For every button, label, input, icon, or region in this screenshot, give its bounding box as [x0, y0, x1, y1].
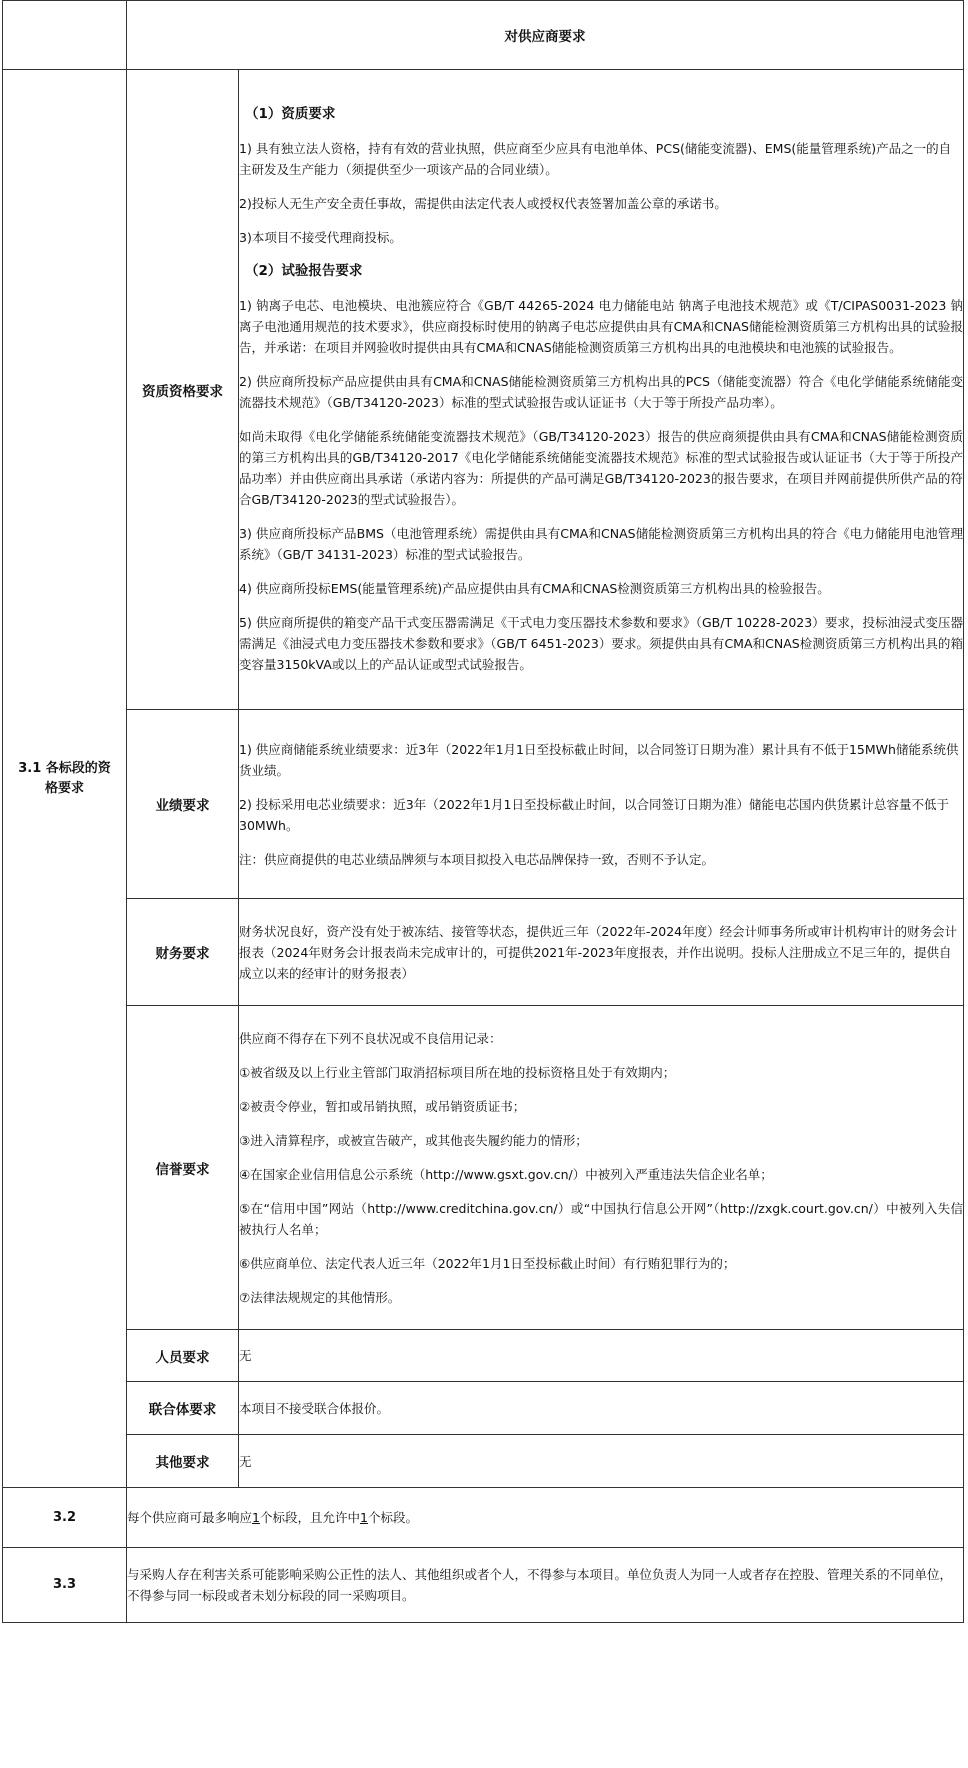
- section-3-3-row: [3, 1548, 964, 1623]
- section-3-2-mid: 个标段，且允许中: [259, 1510, 360, 1525]
- personnel-row: [3, 1330, 964, 1382]
- test-report-item-2: 2) 供应商所投标产品应提供由具有CMA和CNAS储能检测资质第三方机构出具的PCS（储能变流器）符合《电化学储能系统储能变流器技术规范》（GB/T34120-2023）标准的型式试验报告或认证证书（大于等于所投产品功率）。: [239, 374, 963, 410]
- other-row: [3, 1435, 964, 1488]
- qualification-item-3: 3)本项目不接受代理商投标。: [239, 230, 402, 245]
- personnel-text: 无: [239, 1330, 964, 1382]
- finance-content: [239, 899, 964, 1006]
- consortium-text: 本项目不接受联合体报价。: [239, 1382, 964, 1435]
- performance-content: [239, 710, 964, 899]
- test-report-item-5: 4) 供应商所投标EMS(能量管理系统)产品应提供由具有CMA和CNAS检测资质第三方机构出具的检验报告。: [239, 581, 830, 596]
- qualification-row: [3, 70, 964, 710]
- section-3-2-label: 3.2: [3, 1488, 127, 1548]
- performance-row: [3, 710, 964, 899]
- credit-item-1: ①被省级及以上行业主管部门取消招标项目所在地的投标资格且处于有效期内；: [239, 1064, 676, 1080]
- credit-item-6: ⑥供应商单位、法定代表人近三年（2022年1月1日至投标截止时间）有行贿犯罪行为的；: [239, 1255, 736, 1271]
- section-3-2-post: 个标段。: [367, 1510, 418, 1525]
- credit-item-5: ⑤在“信用中国”网站（http://www.creditchina.gov.cn/）或“中国执行信息公开网”（http://zxgk.court.gov.cn/）中被列入失信被执行人名单；: [239, 1200, 963, 1237]
- section-3-2-row: [3, 1488, 964, 1548]
- credit-content: [239, 1006, 964, 1330]
- test-report-item-6: 5) 供应商所提供的箱变产品干式变压器需满足《干式电力变压器技术参数和要求》（GB/T 10228-2023）要求，投标油浸式变压器需满足《油浸式电力变压器技术参数和要求》（GB/T 6451-2023）要求。须提供由具有CMA和CNAS检测资质第三方机构出具的箱变容量3150kVA或以上的产品认证或型式试验报告。: [239, 615, 963, 672]
- credit-label: 信誉要求: [127, 1006, 239, 1330]
- section-3-2-pre: 每个供应商可最多响应: [127, 1510, 253, 1525]
- finance-row: [3, 899, 964, 1006]
- personnel-label: 人员要求: [127, 1330, 239, 1382]
- finance-label: 财务要求: [127, 899, 239, 1006]
- credit-item-4: ④在国家企业信用信息公示系统（http://www.gsxt.gov.cn/）中被列入严重违法失信企业名单；: [239, 1166, 773, 1182]
- qualification-heading-1: （1）资质要求: [245, 106, 336, 122]
- performance-note: 注：供应商提供的电芯业绩品牌须与本项目拟投入电芯品牌保持一致，否则不予认定。: [239, 851, 715, 867]
- section-3-2-count-2: 1: [359, 1510, 368, 1525]
- section-3-1-label-line2: 格要求: [44, 780, 84, 796]
- section-3-3-text: 与采购人存在利害关系可能影响采购公正性的法人、其他组织或者个人，不得参与本项目。单位负责人为同一人或者存在控股、管理关系的不同单位，不得参与同一标段或者未划分标段的同一采购项目。: [127, 1548, 964, 1623]
- qualification-content: [239, 70, 964, 710]
- qualification-label: 资质资格要求: [127, 70, 239, 710]
- section-3-2-count-1: 1: [252, 1510, 260, 1525]
- header-title: 对供应商要求: [127, 1, 964, 70]
- credit-item-7: ⑦法律法规规定的其他情形。: [239, 1289, 401, 1305]
- consortium-label: 联合体要求: [127, 1382, 239, 1435]
- test-report-item-4: 3) 供应商所投标产品BMS（电池管理系统）需提供由具有CMA和CNAS储能检测资质第三方机构出具的符合《电力储能用电池管理系统》（GB/T 34131-2023）标准的型式试验报告。: [239, 526, 963, 562]
- credit-intro: 供应商不得存在下列不良状况或不良信用记录：: [239, 1030, 502, 1046]
- test-report-item-3: 如尚未取得《电化学储能系统储能变流器技术规范》（GB/T34120-2023）报告的供应商须提供由具有CMA和CNAS储能检测资质的第三方机构出具的GB/T34120-2017《电化学储能系统储能变流器技术规范》标准的型式试验报告或认证证书（大于等于所投产品功率）并由供应商出具承诺（承诺内容为：所提供的产品可满足GB/T34120-2023的报告要求，在项目并网前提供所供产品的符合GB/T34120-2023的型式试验报告）。: [239, 429, 963, 507]
- qualification-heading-2: （2）试验报告要求: [245, 263, 363, 279]
- performance-label: 业绩要求: [127, 710, 239, 899]
- header-row: [3, 1, 964, 70]
- finance-text: 财务状况良好，资产没有处于被冻结、接管等状态，提供近三年（2022年-2024年度）经会计师事务所或审计机构审计的财务会计报表（2024年财务会计报表尚未完成审计的，可提供2021年-2023年度报表，并作出说明。投标人注册成立不足三年的，提供自成立以来的经审计的财务报表）: [239, 923, 958, 981]
- section-3-3-label: 3.3: [3, 1548, 127, 1623]
- test-report-item-1: 1) 钠离子电芯、电池模块、电池簇应符合《GB/T 44265-2024 电力储能电站 钠离子电池技术规范》或《T/CIPAS0031-2023 钠离子电池通用规范的技术要求》，供应商投标时使用的钠离子电芯应提供由具有CMA和CNAS储能检测资质第三方机构出具的试验报告，并承诺：在项目并网验收时提供由具有CMA和CNAS储能检测资质第三方机构出具的电池模块和电池簇的试验报告。: [239, 298, 963, 355]
- qualification-item-1: 1) 具有独立法人资格，持有有效的营业执照，供应商至少应具有电池单体、PCS(储能变流器)、EMS(能量管理系统)产品之一的自主研发及生产能力（须提供至少一项该产品的合同业绩）。: [239, 141, 952, 177]
- section-3-2-text: [127, 1488, 964, 1548]
- consortium-row: [3, 1382, 964, 1435]
- section-3-1-label: [3, 70, 127, 1488]
- performance-item-1: 1) 供应商储能系统业绩要求：近3年（2022年1月1日至投标截止时间，以合同签订日期为准）累计具有不低于15MWh储能系统供货业绩。: [239, 741, 959, 778]
- other-text: 无: [239, 1435, 964, 1488]
- credit-row: [3, 1006, 964, 1330]
- other-label: 其他要求: [127, 1435, 239, 1488]
- section-3-1-label-line1: 3.1 各标段的资: [18, 760, 111, 776]
- requirements-table: [2, 0, 964, 1623]
- header-empty-cell: [3, 1, 127, 70]
- qualification-item-2: 2)投标人无生产安全责任事故，需提供由法定代表人或授权代表签署加盖公章的承诺书。: [239, 196, 727, 211]
- credit-item-3: ③进入清算程序，或被宣告破产，或其他丧失履约能力的情形；: [239, 1132, 588, 1148]
- performance-item-2: 2) 投标采用电芯业绩要求：近3年（2022年1月1日至投标截止时间，以合同签订日期为准）储能电芯国内供货累计总容量不低于30MWh。: [239, 796, 949, 833]
- credit-item-2: ②被责令停业，暂扣或吊销执照，或吊销资质证书；: [239, 1098, 526, 1114]
